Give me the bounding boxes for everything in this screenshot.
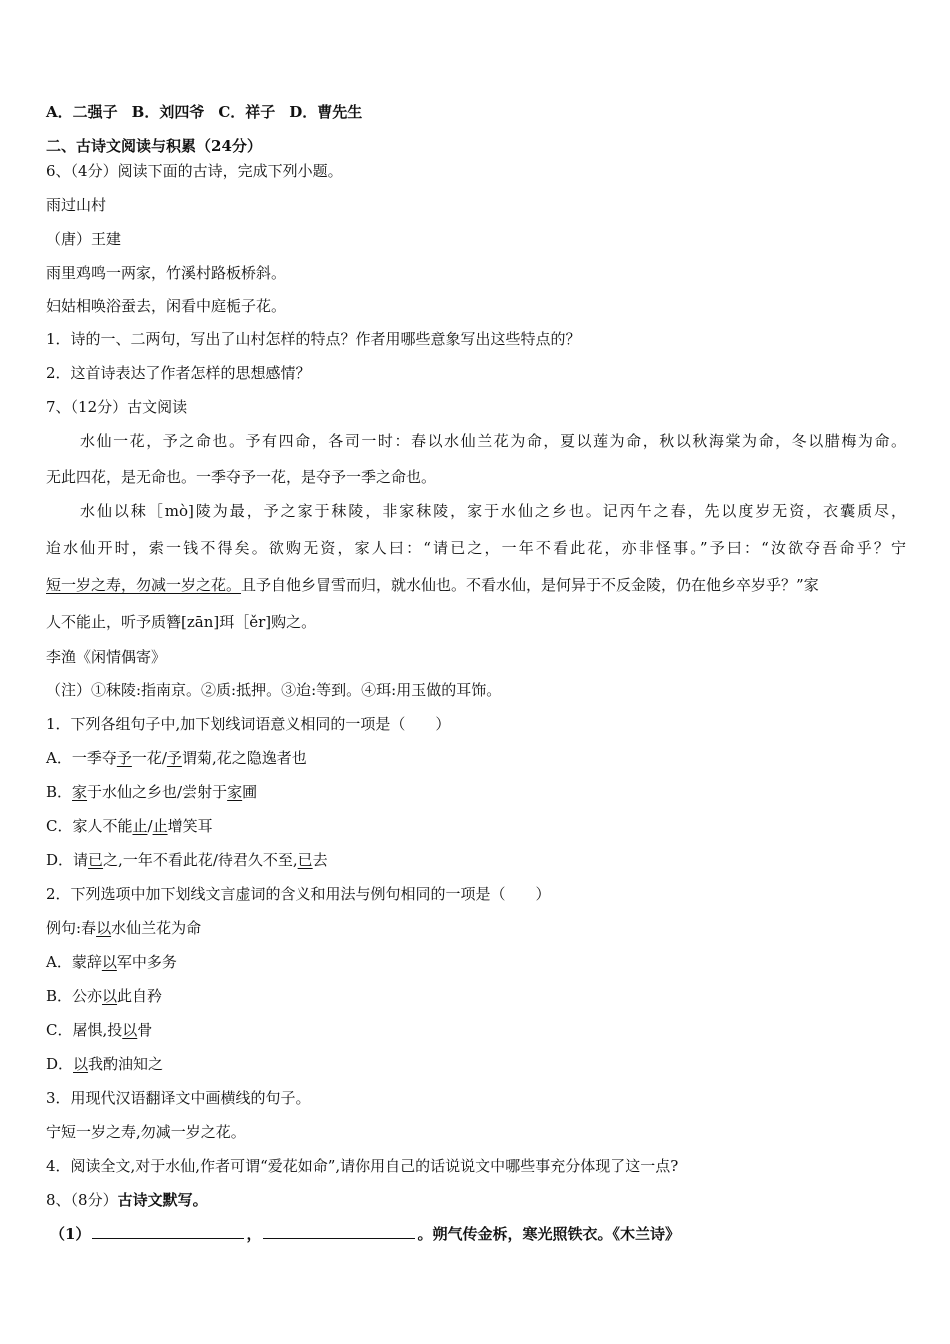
q7-stem: 7、（12分）古文阅读 [46,398,188,416]
q7-sub1-option-a: A．一季夺予一花/予谓菊,花之隐逸者也 [46,749,307,767]
q7-para2-line4: 人不能止，听予质簪[zān]珥［ěr]购之。 [46,613,317,631]
q5-option-c: C．祥子 [218,103,276,121]
q7-sub4-stem: 4．阅读全文,对于水仙,作者可谓“爱花如命”,请你用自己的话说说文中哪些事充分体现了这一点? [46,1157,679,1175]
q7-source: 李渔《闲情偶寄》 [46,648,167,666]
q6-sub2: 2．这首诗表达了作者怎样的思想感情？ [46,364,311,382]
q7-para2-line2: 迨水仙开时，索一钱不得矣。欲购无资，家人曰：“请已之，一年不看此花，亦非怪事。”予曰：“汝欲夺吾命乎？宁 [46,539,906,557]
answer-blank-1[interactable] [92,1224,244,1239]
poem-title: 雨过山村 [46,196,107,214]
poem-line-1: 雨里鸡鸣一两家，竹溪村路板桥斜。 [46,264,287,282]
q8-stem: 8、（8分）古诗文默写。 [46,1191,208,1209]
section2-heading: 二、古诗文阅读与积累（24分） [46,137,262,155]
q7-sub1-stem: 1．下列各组句子中,加下划线词语意义相同的一项是（ ） [46,715,451,733]
q7-para2-line3 [46,575,906,595]
q7-sub2-option-b: B．公亦以此自矜 [46,987,163,1005]
poem-author: （唐）王建 [46,230,122,248]
q7-sub2-option-d: D．以我酌油知之 [46,1055,164,1073]
q7-para1-line2: 无此四花，是无命也。一季夺予一花，是夺予一季之命也。 [46,468,437,486]
q7-sub2-option-a: A．蒙辞以军中多务 [46,953,177,971]
q7-sub3-stem: 3．用现代汉语翻译文中画横线的句子。 [46,1089,311,1107]
q7-sub1-option-c: C．家人不能止/止增笑耳 [46,817,213,835]
q6-stem: 6、（4分）阅读下面的古诗，完成下列小题。 [46,162,343,180]
q7-sub1-option-b: B．家于水仙之乡也/尝射于家圃 [46,783,258,801]
q7-notes: （注）①秣陵:指南京。②质:抵押。③迨:等到。④珥:用玉做的耳饰。 [46,681,502,699]
q7-sub2-example: 例句:春以水仙兰花为命 [46,919,202,937]
q7-sub2-option-c: C．屠惧,投以骨 [46,1021,153,1039]
q8-item1: （1） ， 。朔气传金柝，寒光照铁衣。《木兰诗》 [50,1225,680,1243]
q7-para2-line1: 水仙以秣［mò]陵为最，予之家于秣陵，非家秣陵，家于水仙之乡也。记丙午之春，先以度岁无资，衣囊质尽， [80,502,906,520]
q6-sub1: 1．诗的一、二两句，写出了山村怎样的特点？作者用哪些意象写出这些特点的？ [46,330,581,348]
q5-option-a: A．二强子 [46,103,118,121]
q7-para1-line1: 水仙一花，予之命也。予有四命，各司一时：春以水仙兰花为命，夏以莲为命，秋以秋海棠为命，冬以腊梅为命。 [80,432,906,450]
answer-blank-2[interactable] [263,1224,415,1239]
underlined-sentence: 短一岁之寿，勿减一岁之花。 [46,576,242,594]
q7-sub1-option-d: D．请已之,一年不看此花/待君久不至,已去 [46,851,328,869]
q7-para2-line3-rest: 且予自他乡冒雪而归，就水仙也。不看水仙，是何异于不反金陵，仍在他乡卒岁乎？”家 [241,576,819,594]
q7-sub2-stem: 2．下列选项中加下划线文言虚词的含义和用法与例句相同的一项是（ ） [46,885,551,903]
q5-option-b: B．刘四爷 [131,103,205,121]
q5-options [46,102,906,122]
poem-line-2: 妇姑相唤浴蚕去，闲看中庭栀子花。 [46,297,287,315]
q7-sub3-sentence: 宁短一岁之寿,勿减一岁之花。 [46,1123,246,1141]
q5-option-d: D．曹先生 [289,103,363,121]
